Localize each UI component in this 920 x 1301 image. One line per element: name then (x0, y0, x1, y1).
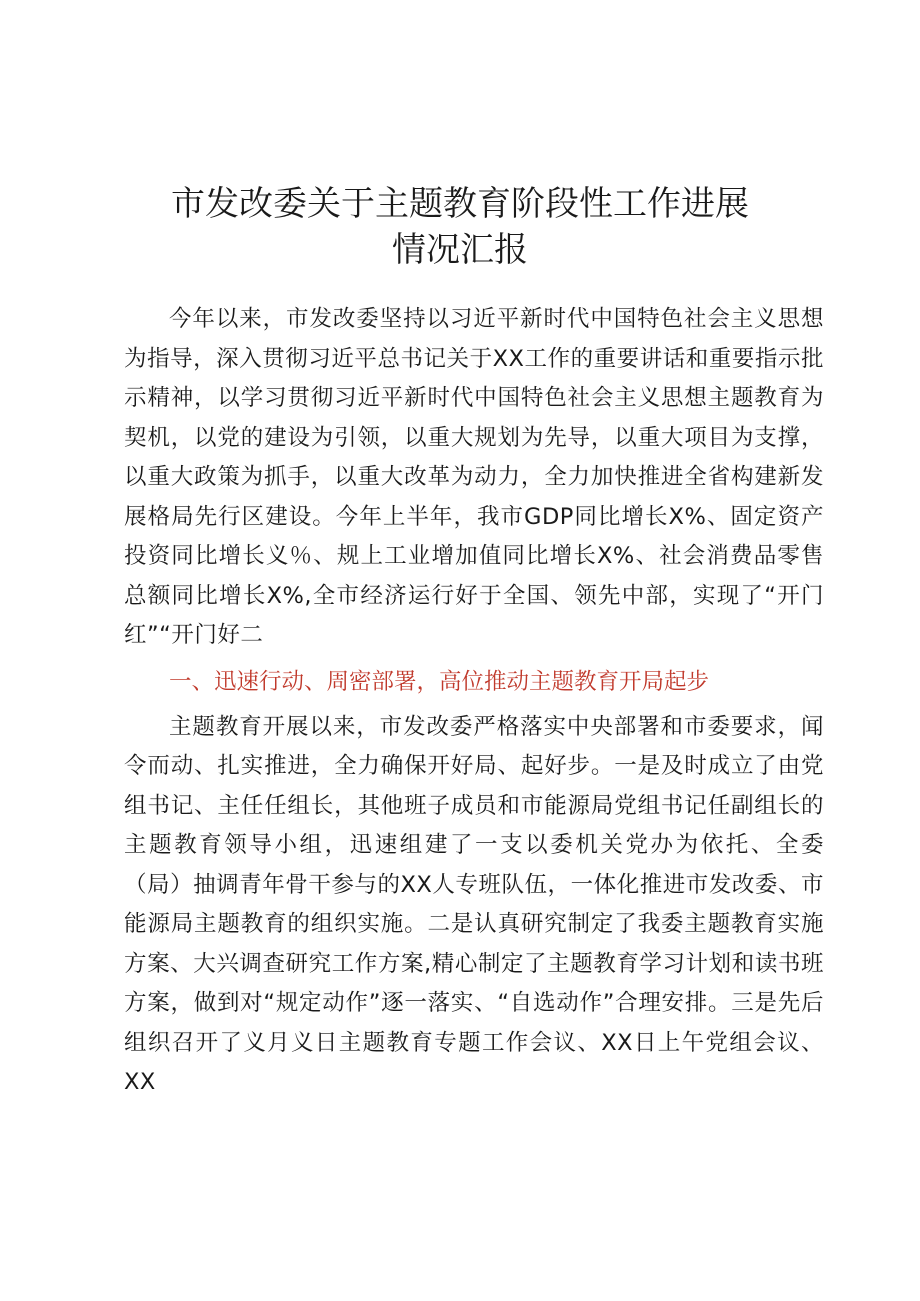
document-title-line-1: 市发改委关于主题教育阶段性工作进展 (171, 184, 749, 224)
section-heading-1: 一、迅速行动、周密部署，高位推动主题教育开局起步 (169, 668, 710, 695)
document-body (124, 300, 824, 1103)
paragraph-intro: 今年以来，市发改委坚持以习近平新时代中国特色社会主义思想为指导，深入贯彻习近平总书记关于XX工作的重要讲话和重要指示批示精神，以学习贯彻习近平新时代中国特色社会主义思想主题教育为契机，以党的建设为引领，以重大规划为先导，以重大项目为支撑，以重大政策为抓手，以重大改革为动力，全力加快推进全省构建新发展格局先行区建设。今年上半年，我市GDP同比增长X%、固定资产投资同比增长义％、规上工业增加值同比增长X%、社会消费品零售总额同比增长X%,全市经济运行好于全国、领先中部，实现了“开门红”“开门好二 (124, 306, 824, 648)
document-title-line-2: 情况汇报 (392, 230, 528, 270)
paragraph-section-1: 主题教育开展以来，市发改委严格落实中央部署和市委要求，闻令而动、扎实推进，全力确保开好局、起好步。一是及时成立了由党组书记、主任任组长，其他班子成员和市能源局党组书记任副组长的主题教育领导小组，迅速组建了一支以委机关党办为依托、全委（局）抽调青年骨干参与的XX人专班队伍，一体化推进市发改委、市能源局主题教育的组织实施。二是认真研究制定了我委主题教育实施方案、大兴调查研究工作方案,精心制定了主题教育学习计划和读书班方案，做到对“规定动作”逐一落实、“自选动作”合理安排。三是先后组织召开了义月义日主题教育专题工作会议、XX日上午党组会议、XX (124, 713, 824, 1095)
